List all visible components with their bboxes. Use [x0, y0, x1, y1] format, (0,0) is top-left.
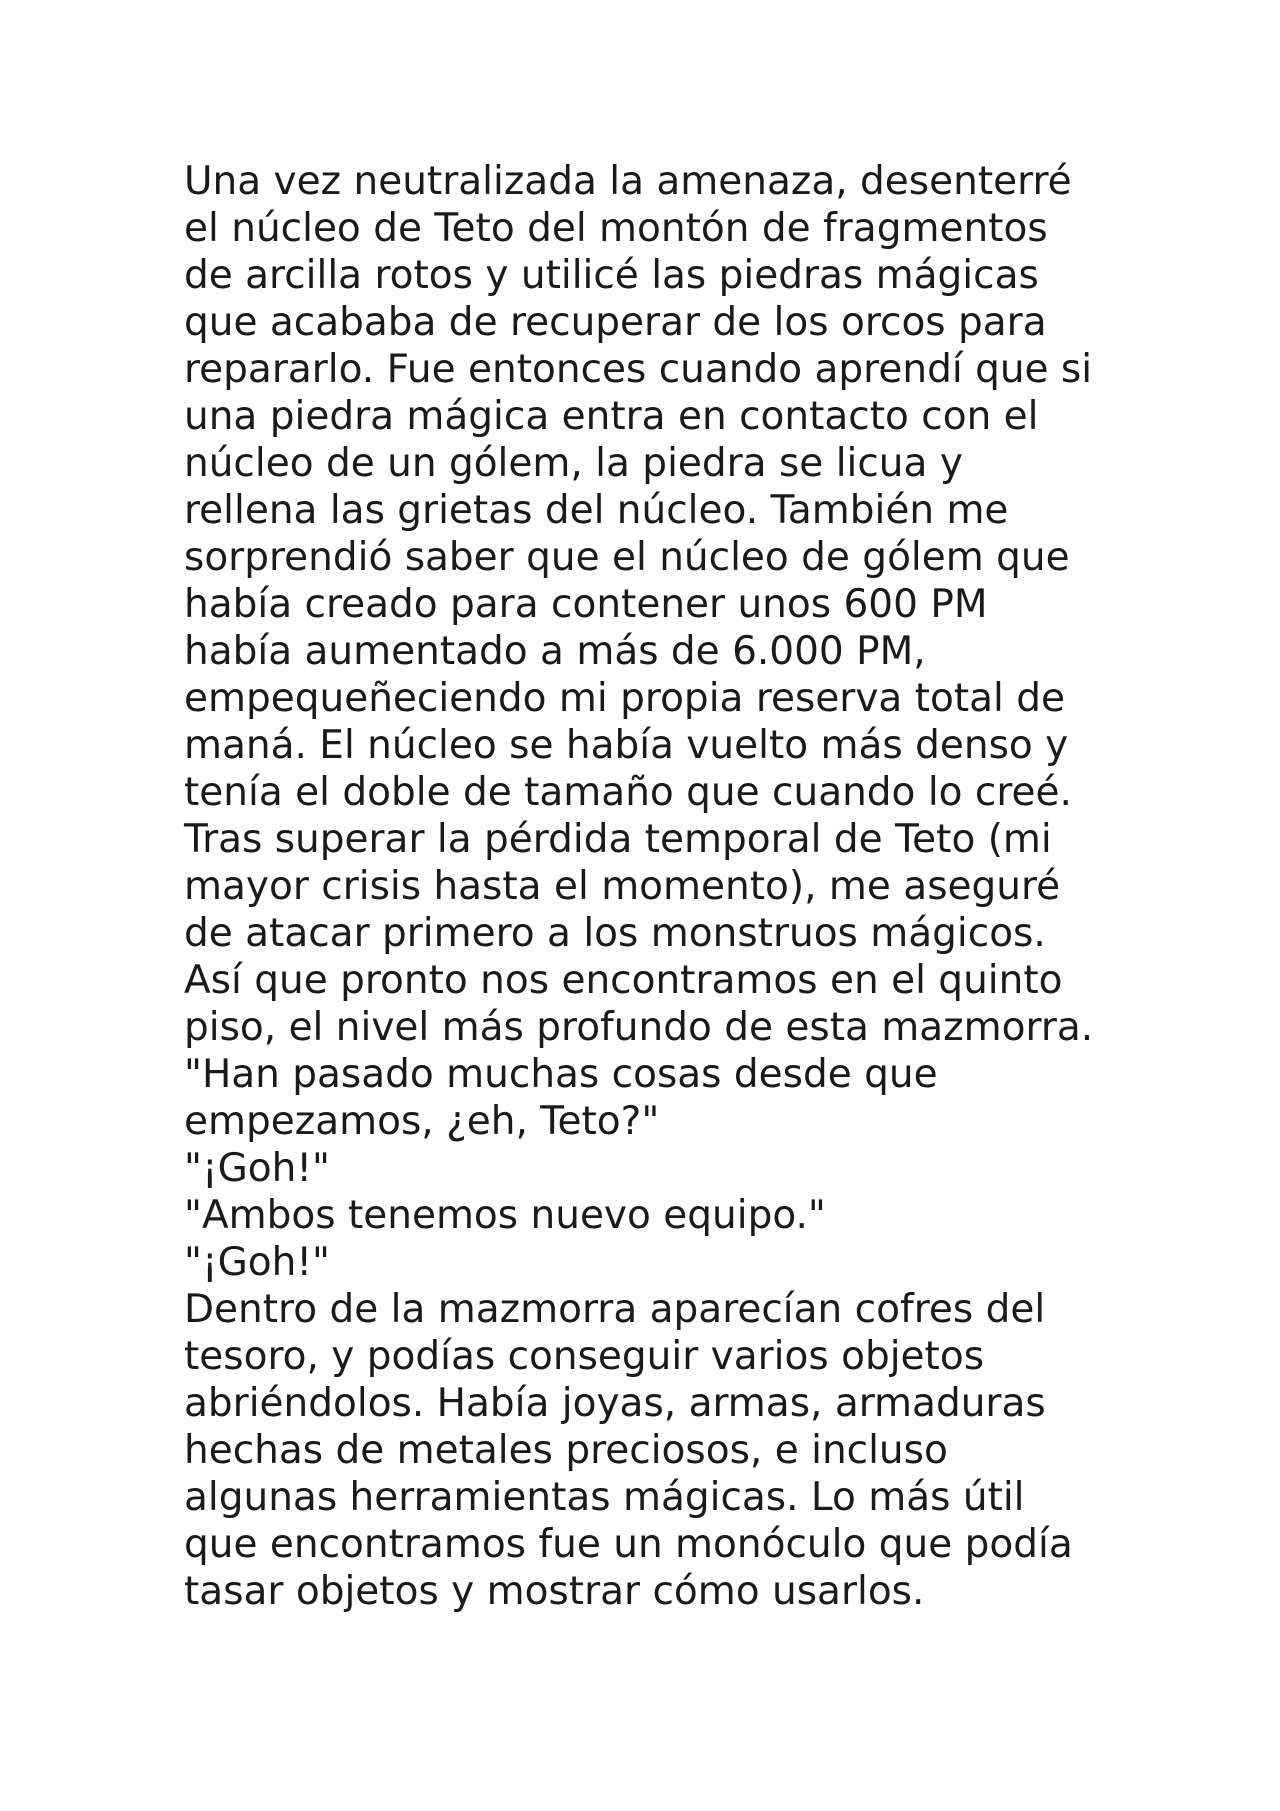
text-line: repararlo. Fue entonces cuando aprendí que si [184, 347, 1093, 392]
text-line: "¡Goh!" [184, 1146, 330, 1191]
text-line: "Ambos tenemos nuevo equipo." [184, 1193, 826, 1238]
text-line: piso, el nivel más profundo de esta mazmorra. [184, 1005, 1094, 1050]
text-line: empequeñeciendo mi propia reserva total de [184, 676, 1066, 721]
text-line: una piedra mágica entra en contacto con el [184, 394, 1039, 439]
text-line: Una vez neutralizada la amenaza, desenterré [184, 159, 1072, 204]
text-line: de atacar primero a los monstruos mágicos. [184, 911, 1046, 956]
text-line: Dentro de la mazmorra aparecían cofres del [184, 1287, 1046, 1332]
text-line: que encontramos fue un monóculo que podía [184, 1522, 1073, 1567]
text-line: núcleo de un gólem, la piedra se licua y [184, 441, 963, 486]
text-line: "¡Goh!" [184, 1240, 330, 1285]
text-line: rellena las grietas del núcleo. También me [184, 488, 1009, 533]
text-line: algunas herramientas mágicas. Lo más útil [184, 1475, 1025, 1520]
text-line: mayor crisis hasta el momento), me aseguré [184, 864, 1061, 909]
text-line: empezamos, ¿eh, Teto?" [184, 1099, 660, 1144]
text-line: tenía el doble de tamaño que cuando lo creé. [184, 770, 1072, 815]
text-line: sorprendió saber que el núcleo de gólem que [184, 535, 1070, 580]
text-line: "Han pasado muchas cosas desde que [184, 1052, 938, 1097]
text-line: de arcilla rotos y utilicé las piedras mágicas [184, 253, 1039, 298]
text-line: Tras superar la pérdida temporal de Teto (mi [184, 817, 1052, 862]
text-line: que acababa de recuperar de los orcos para [184, 300, 1047, 345]
text-line: había aumentado a más de 6.000 PM, [184, 629, 926, 674]
document-page [184, 158, 1144, 1615]
text-line: tesoro, y podías conseguir varios objetos [184, 1334, 985, 1379]
text-line: maná. El núcleo se había vuelto más denso y [184, 723, 1069, 768]
text-line: abriéndolos. Había joyas, armas, armaduras [184, 1381, 1046, 1426]
text-line: Así que pronto nos encontramos en el quinto [184, 958, 1063, 1003]
text-line: el núcleo de Teto del montón de fragmentos [184, 206, 1048, 251]
text-line: tasar objetos y mostrar cómo usarlos. [184, 1569, 925, 1614]
text-line: había creado para contener unos 600 PM [184, 582, 988, 627]
text-line: hechas de metales preciosos, e incluso [184, 1428, 948, 1473]
